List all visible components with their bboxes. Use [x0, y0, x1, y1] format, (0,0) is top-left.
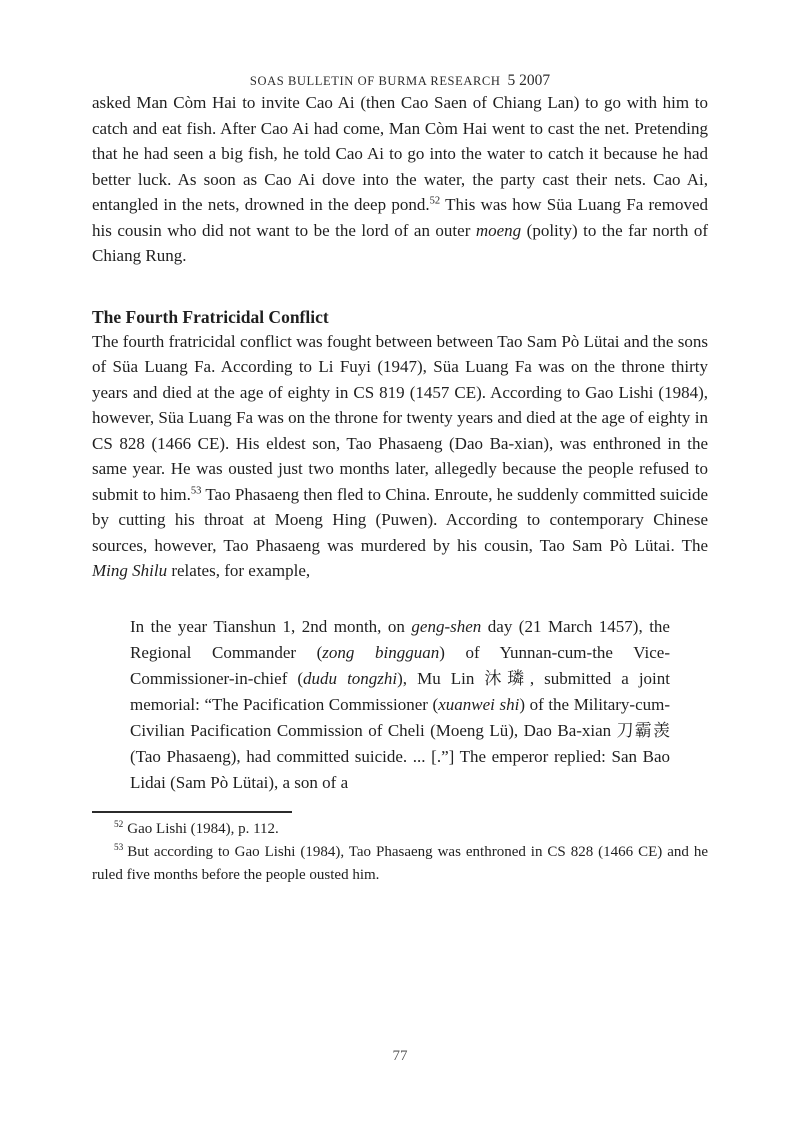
- footnote-52-text: Gao Lishi (1984), p. 112.: [127, 820, 279, 837]
- page-number: 77: [392, 1048, 408, 1064]
- footnote-52: [92, 818, 708, 841]
- section-heading: The Fourth Fratricidal Conflict: [92, 306, 329, 327]
- paragraph-continuation: asked Man Còm Hai to invite Cao Ai (then Cao Saen of Chiang Lan) to go with him to catch and eat fish. After Cao Ai had come, Man Còm Hai went to cast the net. Pretending that he had seen a big fish, he told Cao Ai to go into the water to catch it because he had better luck. As soon as Cao Ai dove into the water, the party cast their nets. Cao Ai, entangled in the nets, drowned in the deep pond.$^{52}$ This was how Süa Luang Fa removed his cousin who did not want to be the lord of an outer moeng (polity) to the far north of Chiang Rung.: [92, 93, 708, 265]
- footnote-53-marker: 53: [114, 842, 124, 853]
- blockquote-ming-shilu: In the year Tianshun 1, 2nd month, on geng-shen day (21 March 1457), the Regional Commander (zong bingguan) of Yunnan-cum-the Vice-Commissioner-in-chief (dudu tongzhi), Mu Lin 沐璘, submitted a joint memorial: “The Pacification Commissioner (xuanwei shi) of the Military-cum-Civilian Pacification Commission of Cheli (Moeng Lü), Dao Ba-xian 刀霸羡 (Tao Phasaeng), had committed suicide. ... [.”] The emperor replied: San Bao Lidai (Sam Pò Lütai), a son of a: [130, 616, 671, 792]
- footnote-53: [92, 841, 708, 887]
- footnote-52-marker: 52: [114, 819, 124, 830]
- paragraph-body: The fourth fratricidal conflict was fought between between Tao Sam Pò Lütai and the sons of Süa Luang Fa. According to Li Fuyi (1947), Süa Luang Fa was on the throne thirty years and died at the age of eighty in CS 819 (1457 CE). According to Gao Lishi (1984), however, Süa Luang Fa was on the throne for twenty years and died at the age of eighty in CS 828 (1466 CE). His eldest son, Tao Phasaeng (Dao Ba-xian), was enthroned in the same year. He was ousted just two months later, allegedly because the people refused to submit to him.$^{53}$ Tao Phasaeng then fled to China. Enroute, he suddenly committed suicide by cutting his throat at Moeng Hing (Puwen). According to contemporary Chinese sources, however, Tao Phasaeng was murdered by his cousin, Tao Sam Pò Lütai. The Ming Shilu relates, for example,: [92, 331, 708, 580]
- footnotes-section: [92, 818, 708, 887]
- footnote-separator-rule: [92, 811, 292, 813]
- footnote-53-text: But according to Gao Lishi (1984), Tao Phasaeng was enthroned in CS 828 (1466 CE) and he ruled five months before the people ousted him.: [92, 843, 708, 883]
- running-header: [92, 72, 708, 90]
- journal-title: SOAS BULLETIN OF BURMA RESEARCH: [249, 74, 501, 88]
- issue-number: 5 2007: [507, 72, 551, 89]
